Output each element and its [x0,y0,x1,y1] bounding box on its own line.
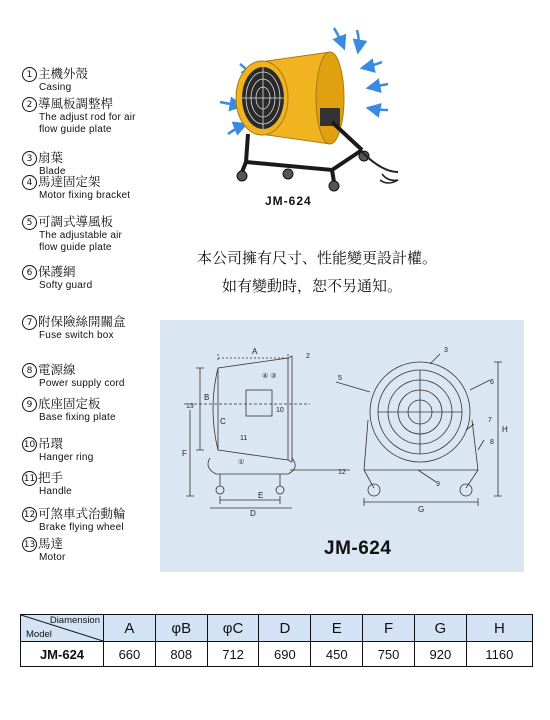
part-name-zh [22,150,66,166]
header-model-label: Model [26,629,52,640]
col-header: φB [155,615,207,642]
svg-text:3: 3 [444,347,448,354]
part-zh-label: 馬達固定架 [38,174,101,189]
dim-A: A [252,347,258,356]
part-number: 11 [22,471,37,486]
dim-H: H [502,425,508,434]
part-number: 8 [22,363,37,378]
part-item [22,506,126,534]
table-cell: 450 [311,642,363,667]
svg-text:8: 8 [490,439,494,446]
part-number: 10 [22,437,37,452]
part-zh-label: 導風板調整桿 [38,96,114,111]
svg-text:5: 5 [338,375,342,382]
part-name-en: Base fixing plate [39,412,116,423]
part-zh-label: 可調式導風板 [38,214,114,229]
svg-text:④ ③: ④ ③ [262,373,277,380]
part-number: 2 [22,97,37,112]
spec-table-header [21,615,533,642]
drawing-model-label: JM-624 [324,538,392,559]
part-name-en: Power supply cord [39,378,125,389]
notice-line-1: 本公司擁有尺寸、性能變更設計權。 [197,249,438,267]
part-name-en: Blade [39,166,66,177]
part-number: 12 [22,507,37,522]
col-header: F [363,615,415,642]
svg-text:12: 12 [338,469,346,476]
part-name-zh [22,396,116,412]
part-name-zh [22,214,122,230]
part-number: 3 [22,151,37,166]
table-cell: 920 [414,642,466,667]
part-name-en: Hanger ring [39,452,94,463]
part-name-en: flow guide plate [39,242,112,253]
dim-E: E [258,491,264,500]
svg-text:9: 9 [436,481,440,488]
part-zh-label: 可煞車式治動輪 [38,506,126,521]
part-name-en: Brake flying wheel [39,522,124,533]
svg-text:7: 7 [488,417,492,424]
part-name-zh [22,96,136,112]
part-item [22,436,93,464]
part-name-en: Fuse switch box [39,330,114,341]
part-name-en: Motor fixing bracket [39,190,131,201]
part-number: 13 [22,537,37,552]
dim-G: G [418,505,425,514]
notice-line-2: 如有變動時，恕不另通知。 [222,277,403,295]
part-name-zh [22,536,66,552]
dim-F: F [182,449,187,458]
part-name-zh [22,436,93,452]
part-item [22,96,136,136]
header-diagonal-cell [21,615,104,642]
part-item [22,264,92,292]
svg-text:10: 10 [276,407,284,414]
table-row [21,642,533,667]
col-header: H [466,615,532,642]
svg-text:13: 13 [186,403,194,410]
part-name-zh [22,470,72,486]
dim-D: D [250,509,256,518]
photo-model-caption: JM-624 [265,194,312,208]
part-number: 9 [22,397,37,412]
part-zh-label: 把手 [38,470,64,485]
part-name-zh [22,362,125,378]
table-cell: 1160 [466,642,532,667]
technical-drawing [160,320,524,572]
part-name-en: Handle [39,486,72,497]
part-name-zh [22,66,88,82]
part-item [22,174,130,202]
col-header: E [311,615,363,642]
part-item [22,536,66,564]
part-zh-label: 馬達 [38,536,64,551]
col-header: D [259,615,311,642]
part-item [22,470,72,498]
table-cell: 808 [155,642,207,667]
svg-text:6: 6 [490,379,494,386]
part-name-en: flow guide plate [39,124,112,135]
part-name-en: The adjustable air [39,230,123,241]
table-cell: 712 [207,642,259,667]
row-model: JM-624 [21,642,104,667]
col-header: G [414,615,466,642]
product-photo [212,22,402,202]
part-name-zh [22,314,126,330]
svg-text:①: ① [238,459,245,466]
table-cell: 660 [104,642,156,667]
part-name-zh [22,174,130,190]
part-name-en: Softy guard [39,280,93,291]
part-number: 1 [22,67,37,82]
part-zh-label: 主機外殼 [38,66,89,81]
svg-text:2: 2 [306,353,310,360]
table-cell: 690 [259,642,311,667]
part-item [22,66,88,94]
part-name-en: The adjust rod for air [39,112,136,123]
part-zh-label: 電源線 [38,362,76,377]
part-zh-label: 扇葉 [38,150,64,165]
part-name-zh [22,506,126,522]
part-zh-label: 保護網 [38,264,76,279]
col-header: A [104,615,156,642]
spec-table [20,614,533,667]
part-name-en: Motor [39,552,66,563]
svg-text:11: 11 [240,435,248,442]
part-item [22,214,122,254]
header-dimension-label: Diamension [49,615,100,626]
dim-B: B [204,393,210,402]
part-name-en: Casing [39,82,72,93]
part-number: 4 [22,175,37,190]
part-item [22,396,116,424]
part-number: 6 [22,265,37,280]
part-item [22,314,126,342]
table-cell: 750 [363,642,415,667]
part-name-zh [22,264,92,280]
part-zh-label: 底座固定板 [38,396,101,411]
part-zh-label: 吊環 [38,436,64,451]
part-zh-label: 附保險絲開關盒 [38,314,126,329]
col-header: φC [207,615,259,642]
notice [190,244,490,300]
dim-C: C [220,417,226,426]
part-number: 7 [22,315,37,330]
part-item [22,362,125,390]
part-number: 5 [22,215,37,230]
